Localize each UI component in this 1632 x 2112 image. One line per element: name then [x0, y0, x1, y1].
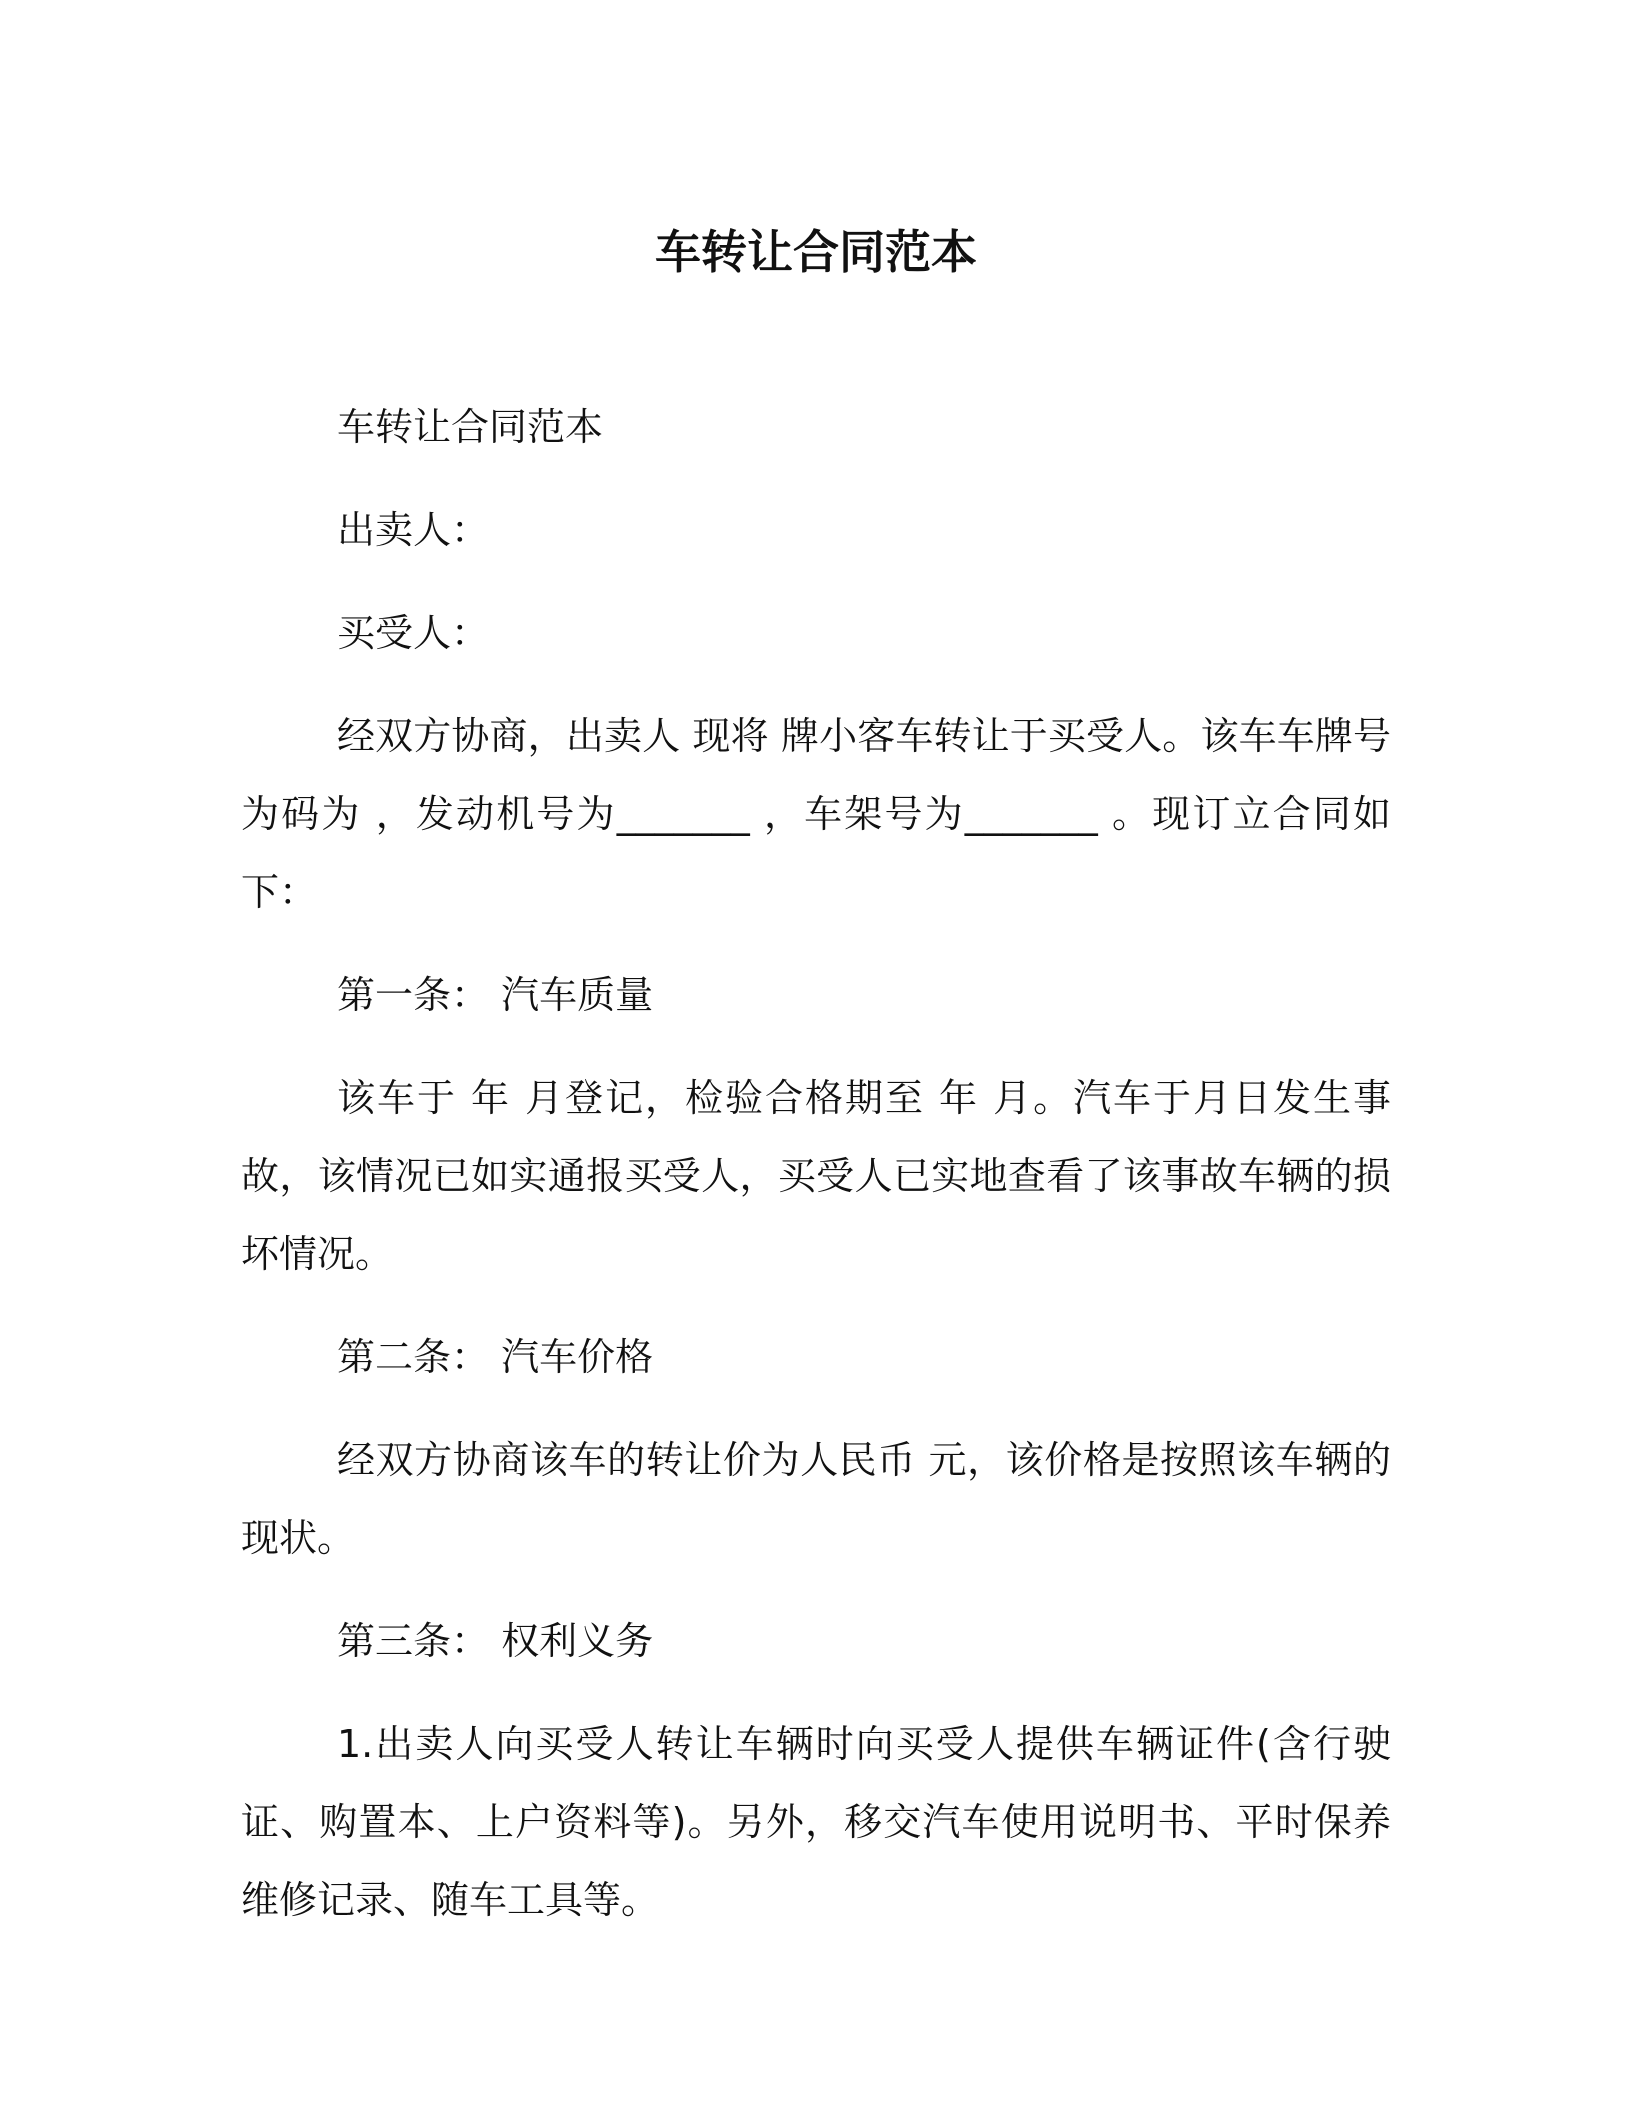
paragraph-subtitle: 车转让合同范本 — [337, 405, 604, 449]
article-2-heading: 第二条： 汽车价格 — [337, 1335, 654, 1379]
paragraph-seller: 出卖人： — [337, 508, 490, 552]
article-1-text: 该车于 年 月登记，检验合格期至 年 月。汽车于月日发生事故，该情况已如实通报买受人，买受人已实地查看了该事故车辆的损坏情况。 — [241, 1076, 1391, 1276]
article-2-text: 经双方协商该车的转让价为人民币 元，该价格是按照该车辆的现状。 — [241, 1438, 1391, 1560]
article-3-item-1: 1.出卖人向买受人转让车辆时向买受人提供车辆证件(含行驶证、购置本、上户资料等)。另外，移交汽车使用说明书、平时保养维修记录、随车工具等。 — [241, 1722, 1391, 1922]
document-title: 车转让合同范本 — [655, 225, 977, 279]
document-body — [241, 388, 1391, 1964]
paragraph-buyer: 买受人： — [337, 611, 490, 655]
paragraph-intro: 经双方协商，出卖人 现将 牌小客车转让于买受人。该车车牌号为码为 ，发动机号为_______ ，车架号为_______ 。现订立合同如下： — [241, 714, 1391, 914]
article-3-heading: 第三条： 权利义务 — [337, 1619, 654, 1663]
article-1-heading: 第一条： 汽车质量 — [337, 973, 654, 1017]
